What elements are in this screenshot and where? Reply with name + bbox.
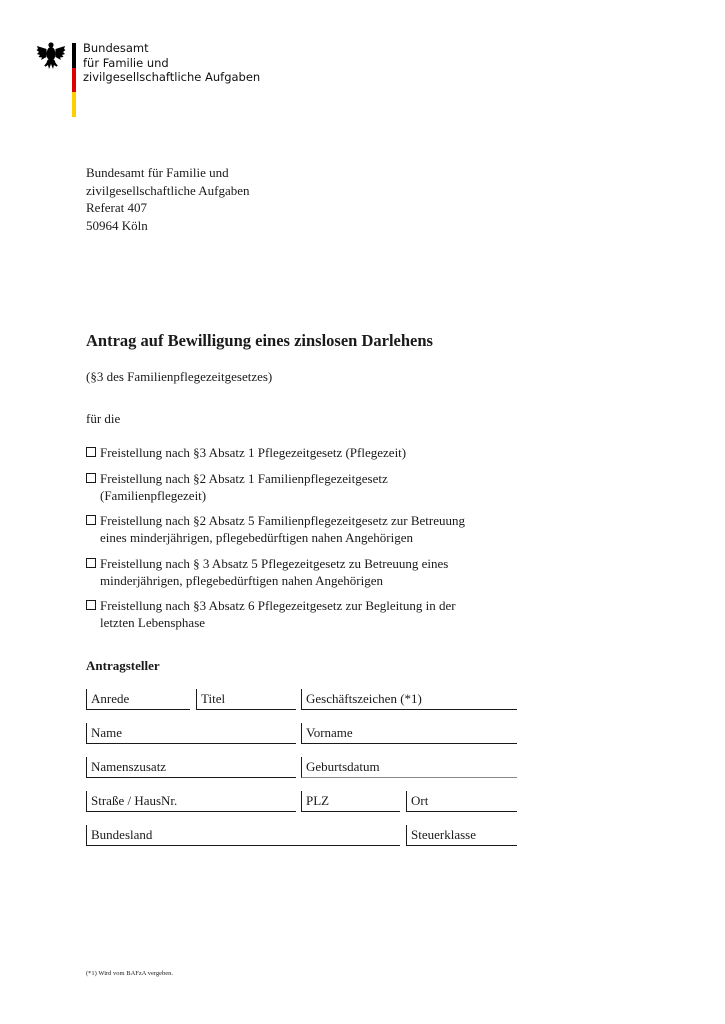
- leave-type-options: [86, 444, 516, 640]
- steuerklasse-field[interactable]: Steuerklasse: [406, 825, 517, 846]
- applicant-heading: Antragsteller: [86, 658, 160, 673]
- federal-eagle-icon: [36, 40, 66, 72]
- flag-black-band: [72, 43, 76, 68]
- option-betreuung-fpfzg: [86, 512, 516, 546]
- address-line: zivilgesellschaftliche Aufgaben: [86, 182, 250, 198]
- org-line: für Familie und: [83, 55, 169, 70]
- option-text: Freistellung nach § 3 Absatz 5 Pflegezeitgesetz zu Betreuung eines: [100, 555, 449, 571]
- address-line: Bundesamt für Familie und: [86, 165, 229, 180]
- organization-name: [83, 41, 323, 85]
- recipient-address: [86, 164, 250, 234]
- option-text-continued: eines minderjährigen, pflegebedürftigen nahen Angehörigen: [100, 530, 413, 545]
- org-line: Bundesamt: [83, 41, 149, 55]
- address-line: Referat 407: [86, 200, 148, 215]
- flag-gold-band: [72, 92, 76, 117]
- strasse-field[interactable]: Straße / HausNr.: [86, 791, 296, 812]
- org-line: zivilgesellschaftliche Aufgaben: [83, 70, 261, 84]
- address-line: 50964 Köln: [86, 217, 148, 233]
- option-sterbebegleitung: [86, 597, 516, 631]
- german-flag-stripe: [72, 43, 76, 117]
- option-text: Freistellung nach §3 Absatz 6 Pflegezeitgesetz zur Begleitung in der: [100, 598, 456, 613]
- footnote: (*1) Wird vom BAFzA vergeben.: [86, 970, 174, 977]
- option-checkbox[interactable]: [86, 447, 96, 457]
- geschaeftszeichen-field[interactable]: Geschäftszeichen (*1): [301, 689, 517, 710]
- anrede-field[interactable]: Anrede: [86, 689, 190, 710]
- option-betreuung-pflegezg: [86, 555, 516, 589]
- option-text: Freistellung nach §3 Absatz 1 Pflegezeitgesetz (Pflegezeit): [100, 445, 407, 460]
- option-checkbox[interactable]: [86, 558, 96, 568]
- option-text: Freistellung nach §2 Absatz 5 Familienpflegezeitgesetz zur Betreuung: [100, 513, 465, 528]
- option-text-continued: minderjährigen, pflegebedürftigen nahen Angehörigen: [100, 572, 384, 588]
- option-pflegezeit: [86, 444, 516, 461]
- option-familienpflegezeit: [86, 470, 516, 504]
- legal-basis: (§3 des Familienpflegezeitgesetzes): [86, 369, 273, 384]
- flag-red-band: [72, 68, 76, 93]
- ort-field[interactable]: Ort: [406, 791, 517, 812]
- option-text: Freistellung nach §2 Absatz 1 Familienpflegezeitgesetz: [100, 470, 388, 486]
- option-checkbox[interactable]: [86, 473, 96, 483]
- option-text-continued: letzten Lebensphase: [100, 615, 206, 630]
- vorname-field[interactable]: Vorname: [301, 723, 517, 744]
- form-title: Antrag auf Bewilligung eines zinslosen Darlehens: [86, 331, 433, 350]
- option-checkbox[interactable]: [86, 515, 96, 525]
- fuer-die-label: für die: [86, 411, 121, 426]
- geburtsdatum-field[interactable]: Geburtsdatum: [301, 757, 517, 778]
- name-field[interactable]: Name: [86, 723, 296, 744]
- plz-field[interactable]: PLZ: [301, 791, 400, 812]
- namenszusatz-field[interactable]: Namenszusatz: [86, 757, 296, 778]
- option-checkbox[interactable]: [86, 600, 96, 610]
- bundesland-field[interactable]: Bundesland: [86, 825, 400, 846]
- option-text-continued: (Familienpflegezeit): [100, 487, 207, 503]
- titel-field[interactable]: Titel: [196, 689, 296, 710]
